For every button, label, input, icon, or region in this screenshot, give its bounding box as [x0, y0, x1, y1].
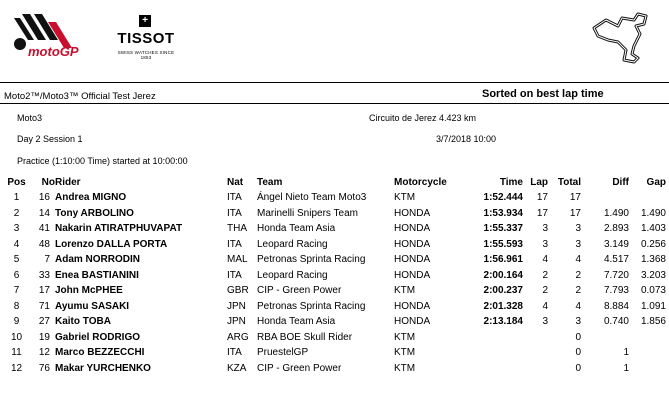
cell-total: 0 [575, 331, 581, 343]
cell-no: 14 [38, 207, 50, 219]
table-row [2, 299, 666, 315]
cell-pos: 3 [13, 223, 20, 235]
cell-nat: THA [227, 223, 247, 235]
table-row [2, 221, 666, 237]
cell-pos: 5 [13, 254, 20, 266]
cell-diff: 4.517 [603, 254, 629, 266]
cell-lap: 2 [542, 285, 548, 297]
cell-no: 48 [38, 238, 50, 250]
cell-lap [523, 345, 548, 361]
cell-lap: 4 [542, 300, 548, 312]
track-map-icon [588, 6, 654, 64]
col-team: Team [257, 177, 283, 188]
cell-diff: 8.884 [603, 300, 629, 312]
cell-gap [629, 330, 666, 346]
cell-team: Leopard Racing [257, 238, 328, 250]
cell-diff: 7.720 [603, 269, 629, 281]
table-row [2, 330, 666, 346]
table-row [2, 237, 666, 253]
cell-gap: 1.856 [640, 316, 666, 328]
circuit-label: Circuito de Jerez 4.423 km [369, 113, 477, 123]
cell-no: 19 [38, 331, 50, 343]
cell-time [456, 361, 523, 377]
cell-pos: 4 [13, 238, 20, 250]
col-motorcycle: Motorcycle [394, 177, 447, 188]
table-row [2, 314, 666, 330]
cell-no: 27 [38, 316, 50, 328]
cell-no: 7 [44, 254, 50, 266]
cell-time: 1:52.444 [483, 192, 523, 204]
cell-time: 2:01.328 [483, 300, 523, 312]
col-lap: Lap [530, 177, 548, 188]
cell-no: 17 [38, 285, 50, 297]
tissot-logo: +TISSOT SWISS WATCHES SINCE 1853 [114, 12, 178, 52]
cell-gap: 1.091 [640, 300, 666, 312]
category-label: Moto3 [17, 113, 43, 123]
cell-pos: 11 [11, 347, 22, 359]
cell-time: 2:00.164 [483, 269, 523, 281]
cell-motorcycle: KTM [394, 362, 416, 374]
cell-rider: Marco BEZZECCHI [55, 347, 145, 359]
cell-lap [523, 361, 548, 377]
cell-time [456, 345, 523, 361]
cell-team: Honda Team Asia [257, 223, 336, 235]
cell-gap: 3.203 [640, 269, 666, 281]
table-row [2, 283, 666, 299]
cell-total: 3 [575, 316, 581, 328]
cell-team: RBA BOE Skull Rider [257, 331, 353, 343]
cell-diff: 1.490 [603, 207, 629, 219]
col-pos: Pos [7, 177, 26, 188]
cell-total: 3 [575, 238, 581, 250]
cell-pos: 7 [13, 285, 20, 297]
cell-gap: 0.073 [640, 285, 666, 297]
cell-diff: 1 [623, 362, 629, 374]
cell-rider: Nakarin ATIRATPHUVAPAT [55, 223, 183, 235]
cell-pos: 6 [13, 269, 20, 281]
cell-total: 2 [575, 269, 581, 281]
cell-lap: 4 [542, 254, 548, 266]
cell-nat: ITA [227, 269, 242, 281]
cell-team: Petronas Sprinta Racing [257, 254, 366, 266]
cell-motorcycle: KTM [394, 192, 416, 204]
col-no: No [41, 177, 55, 188]
cell-rider: Kaito TOBA [55, 316, 111, 328]
col-total: Total [557, 177, 581, 188]
day-session-label: Day 2 Session 1 [17, 134, 83, 144]
cell-time [456, 330, 523, 346]
cell-team: Marinelli Snipers Team [257, 207, 358, 219]
cell-motorcycle: HONDA [394, 269, 431, 281]
cell-no: 33 [38, 269, 50, 281]
cell-no: 41 [38, 223, 50, 235]
cell-time: 1:56.961 [483, 254, 523, 266]
datetime-label: 3/7/2018 10:00 [436, 134, 497, 144]
cell-diff: 3.149 [603, 238, 629, 250]
cell-time: 1:55.593 [483, 238, 523, 250]
cell-total: 4 [575, 254, 581, 266]
col-nat: Nat [227, 177, 244, 188]
cell-motorcycle: HONDA [394, 207, 431, 219]
cell-gap: 0.256 [640, 238, 666, 250]
table-row [2, 361, 666, 377]
cell-nat: ITA [227, 192, 242, 204]
cell-nat: ITA [227, 207, 242, 219]
cell-lap: 2 [542, 269, 548, 281]
cell-nat: MAL [227, 254, 248, 266]
cell-gap: 1.368 [640, 254, 666, 266]
table-row [2, 206, 666, 222]
cell-total: 0 [575, 347, 581, 359]
cell-motorcycle: KTM [394, 285, 416, 297]
cell-gap [629, 345, 666, 361]
cell-no: 16 [38, 192, 50, 204]
cell-pos: 12 [10, 362, 23, 374]
cell-lap: 17 [536, 207, 548, 219]
results-table [2, 175, 666, 376]
cell-motorcycle: HONDA [394, 223, 431, 235]
cell-team: CIP - Green Power [257, 362, 342, 374]
table-row [2, 345, 666, 361]
cell-nat: KZA [227, 362, 247, 374]
sort-label: Sorted on best lap time [482, 88, 604, 100]
title-divider [0, 103, 669, 104]
page-header [0, 0, 669, 82]
cell-diff [581, 330, 629, 346]
cell-team: Petronas Sprinta Racing [257, 300, 366, 312]
cell-total: 4 [575, 300, 581, 312]
col-time: Time [499, 177, 523, 188]
svg-text:motoGP: motoGP [28, 44, 79, 59]
cell-rider: Enea BASTIANINI [55, 269, 139, 281]
cell-total: 3 [575, 223, 581, 235]
cell-total: 17 [569, 207, 581, 219]
cell-gap [629, 361, 666, 377]
cell-team: Leopard Racing [257, 269, 328, 281]
cell-total: 0 [575, 362, 581, 374]
col-rider: Rider [55, 177, 81, 188]
cell-no: 76 [38, 362, 50, 374]
swiss-cross-icon: + [139, 15, 151, 27]
cell-team: Ángel Nieto Team Moto3 [257, 192, 367, 204]
cell-nat: JPN [227, 316, 246, 328]
col-diff: Diff [612, 177, 629, 188]
cell-rider: Lorenzo DALLA PORTA [55, 238, 168, 250]
practice-label: Practice (1:10:00 Time) started at 10:00:00 [17, 156, 188, 166]
tissot-tagline: SWISS WATCHES SINCE 1853 [117, 50, 175, 60]
cell-rider: Tony ARBOLINO [55, 207, 134, 219]
cell-total: 2 [575, 285, 581, 297]
cell-diff: 7.793 [603, 285, 629, 297]
cell-nat: GBR [227, 285, 249, 297]
cell-total: 17 [569, 192, 581, 204]
cell-pos: 9 [13, 316, 20, 328]
cell-lap: 3 [542, 238, 548, 250]
cell-motorcycle: HONDA [394, 254, 431, 266]
cell-nat: ARG [227, 331, 249, 343]
cell-time: 2:13.184 [483, 316, 523, 328]
cell-no: 71 [38, 300, 50, 312]
cell-pos: 1 [13, 192, 20, 204]
cell-diff [581, 190, 629, 206]
cell-team: CIP - Green Power [257, 285, 342, 297]
cell-gap: 1.490 [640, 207, 666, 219]
cell-no: 12 [38, 347, 50, 359]
cell-time: 2:00.237 [483, 285, 523, 297]
cell-lap: 3 [542, 223, 548, 235]
event-title: Moto2™/Moto3™ Official Test Jerez [4, 91, 156, 102]
cell-time: 1:53.934 [483, 207, 523, 219]
cell-lap [523, 330, 548, 346]
cell-pos: 8 [13, 300, 20, 312]
table-row [2, 252, 666, 268]
cell-lap: 17 [536, 192, 548, 204]
cell-rider: Ayumu SASAKI [55, 300, 130, 312]
col-gap: Gap [646, 177, 666, 188]
cell-rider: Gabriel RODRIGO [55, 331, 141, 343]
cell-rider: Andrea MIGNO [55, 192, 127, 204]
motogp-logo [8, 10, 108, 60]
cell-motorcycle: HONDA [394, 238, 431, 250]
table-row [2, 268, 666, 284]
cell-motorcycle: HONDA [394, 316, 431, 328]
cell-diff: 1 [623, 347, 629, 359]
cell-gap: 1.403 [640, 223, 666, 235]
cell-rider: Adam NORRODIN [55, 254, 141, 266]
cell-pos: 2 [13, 207, 20, 219]
cell-motorcycle: KTM [394, 347, 416, 359]
cell-nat: ITA [227, 238, 242, 250]
cell-team: PruestelGP [257, 347, 309, 359]
cell-pos: 10 [10, 331, 23, 343]
cell-motorcycle: KTM [394, 331, 416, 343]
cell-gap [629, 190, 666, 206]
cell-diff: 2.893 [603, 223, 629, 235]
cell-lap: 3 [542, 316, 548, 328]
table-row [2, 190, 666, 206]
cell-rider: Makar YURCHENKO [55, 362, 151, 374]
header-divider [0, 82, 669, 83]
cell-rider: John McPHEE [55, 285, 123, 297]
cell-nat: ITA [227, 347, 242, 359]
cell-diff: 0.740 [603, 316, 629, 328]
cell-nat: JPN [227, 300, 246, 312]
cell-team: Honda Team Asia [257, 316, 336, 328]
cell-time: 1:55.337 [483, 223, 523, 235]
table-header-row [2, 175, 666, 190]
cell-motorcycle: HONDA [394, 300, 431, 312]
